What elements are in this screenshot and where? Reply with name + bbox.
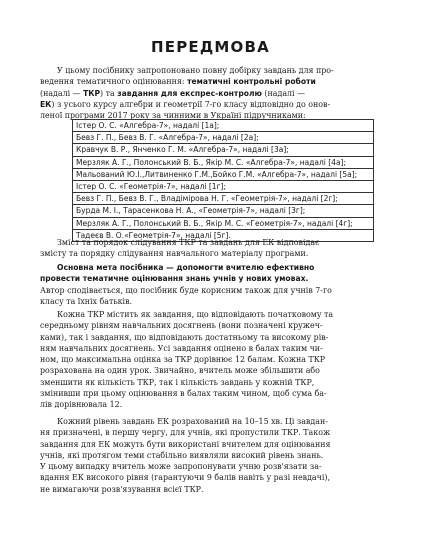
text-run: ) з усього курсу алгебри и геометрії 7-го класу відповідно до онов- (51, 99, 331, 109)
table-row (73, 132, 374, 144)
table-cell: Мальований Ю.І.,Литвиненко Г.М.,Бойко Г.М. «Алгебра-7», надалі [5а]; (73, 168, 374, 180)
text-line: вдання ЕК високого рівня (гарантуючи 9 балів навіть у разі невдачі), (40, 473, 330, 483)
text-line: розрахована на один урок. Звичайно, вчитель може збільшити або (40, 366, 320, 376)
text-line (40, 76, 386, 87)
table-row (73, 120, 374, 132)
text-line: ном, що максимальна оцінка за ТКР дорівнює 12 балам. Кожна ТКР (40, 355, 326, 364)
text-run: ) та (100, 88, 118, 98)
text-line (40, 99, 386, 110)
text-line: ня призначені, в першу чергу, для учнів, які пропустили ТКР. Також (40, 428, 331, 438)
text-line: Кожний рівень завдань ЕК розрахований на 10–15 хв. Ці завдан- (57, 417, 328, 426)
text-run: (надалі — (261, 88, 305, 98)
bold-line: Основна мета посібника — допомогти вчителю ефективно (57, 263, 315, 272)
table-cell: Кравчук В. Р., Янченко Г. М. «Алгебра-7», надалі [3а]; (73, 144, 374, 156)
table-cell: Бурда М. І., Тарасенкова Н. А., «Геометрія-7», надалі [3г]; (73, 205, 374, 217)
text-line: леної програми 2017 року за чинними в Україні підручниками: (40, 111, 306, 120)
bold-line: провести тематичне оцінювання знань учнів у нових умовах. (40, 274, 309, 284)
table-cell: Істер О. С. «Геометрія-7», надалі [1г]; (73, 180, 374, 192)
text-line: Зміст та порядок слідування ТКР та завдань для ЕК відповідає (57, 238, 320, 247)
table-row (73, 217, 374, 229)
table-row (73, 205, 374, 217)
table-row (73, 193, 374, 205)
table-cell: Бевз Г. П., Бевз В. Г., Владімірова Н. Г. «Геометрія-7», надалі [2г]; (73, 193, 374, 205)
tkr-paragraph (40, 309, 386, 410)
bold-term: ТКР (83, 88, 101, 98)
ek-paragraph (40, 416, 386, 495)
text-line: У цьому випадку вчитель може запропонувати учню розв'язати за- (40, 462, 322, 471)
text-line: зменшити як кількість ТКР, так і кількість завдань у кожній ТКР, (40, 377, 315, 387)
table-cell: Тадеєв В. О.«Геометрія-7», надалі [5г]. (73, 229, 374, 241)
table-cell: Мерзляк А. Г., Полонський В. Б., Якір М. С. «Алгебра-7», надалі [4а]; (73, 156, 374, 168)
table-row (73, 156, 374, 168)
table-cell: Бевз Г. П., Бевз В. Г. «Алгебра-7», надалі [2а]; (73, 132, 374, 144)
table-row (73, 144, 374, 156)
text-line: завдання для ЕК можуть бути використані вчителем для оцінювання (40, 439, 331, 449)
bold-term: завдання для експрес-контролю (117, 88, 262, 98)
text-line: учнів, які протягом теми стабільно виявляли високий рівень знань. (40, 450, 324, 460)
text-line: ками), так і завдання, що відповідають достатньому та високому рів- (40, 332, 329, 342)
text-line: не вимагаючи розв'язування всієї ТКР. (40, 484, 204, 494)
text-run: ведення тематичного оцінювання: (40, 77, 188, 87)
main-goal-paragraph (40, 262, 386, 307)
textbook-reference-table (72, 119, 374, 242)
text-line: змінивши при цьому оцінювання в балах таким чином, щоб сума ба- (40, 388, 327, 398)
text-line: У цьому посібнику запропоновано повну добірку завдань для про- (57, 66, 334, 75)
table-cell: Мерзляк А. Г., Полонський В. Б., Якір М. С. «Геометрія-7», надалі [4г]; (73, 217, 374, 229)
text-line (40, 88, 386, 99)
text-line: класу та їхніх батьків. (40, 296, 133, 306)
text-line: ням навчальних досягнень. Усі завдання оцінено в балах таким чи- (40, 343, 323, 353)
table-cell: Істер О. С. «Алгебра-7», надалі [1а]; (73, 120, 374, 132)
text-run: (надалі — (40, 88, 84, 98)
page-title: ПЕРЕДМОВА (151, 38, 270, 56)
text-line: середньому рівням навчальних досягнень (вони позначені кружеч- (40, 321, 323, 331)
text-line: змісту та порядку слідування навчального матеріалу програми. (40, 249, 309, 259)
content-order-paragraph (40, 237, 386, 260)
bold-term: тематичні контрольні роботи (187, 77, 316, 87)
intro-paragraph (40, 65, 386, 121)
table-row (73, 168, 374, 180)
text-line: лів дорівнювала 12. (40, 400, 123, 409)
bold-term: ЕК (40, 99, 52, 109)
table-row (73, 180, 374, 192)
text-line: Кожна ТКР містить як завдання, що відповідають початковому та (57, 310, 334, 319)
text-line: Автор сподівається, що посібник буде корисним також для учнів 7-го (40, 285, 332, 295)
